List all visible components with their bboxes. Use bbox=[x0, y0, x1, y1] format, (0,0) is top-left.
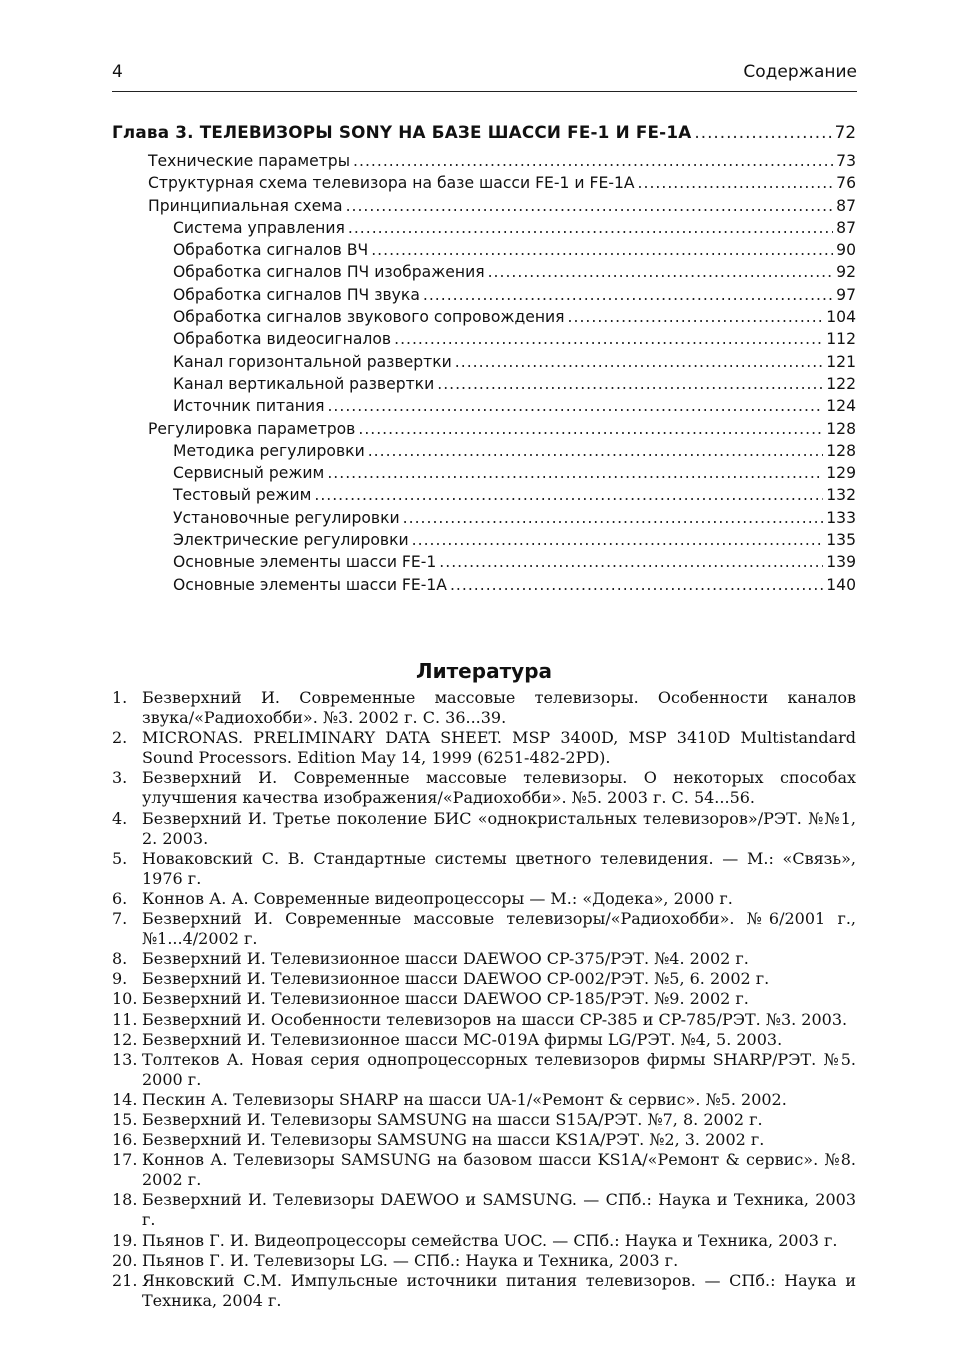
toc-leader-dots bbox=[568, 306, 824, 328]
toc-entry bbox=[112, 507, 856, 529]
reference-number: 12. bbox=[112, 1029, 138, 1049]
reference-text: Безверхний И. Телевизионное шасси DAEWOO CP-002/РЭТ. №5, 6. 2002 г. bbox=[142, 969, 770, 989]
reference-text: Безверхний И. Особенности телевизоров на шасси CP-385 и CP-785/РЭТ. №3. 2003. bbox=[142, 1009, 848, 1029]
reference-text: Коннов А. А. Современные видеопроцессоры — М.: «Додека», 2000 г. bbox=[142, 888, 733, 908]
toc-entry-title: Обработка сигналов ПЧ звука bbox=[173, 285, 420, 304]
reference-list bbox=[112, 688, 856, 1311]
toc-entry bbox=[112, 440, 856, 462]
reference-text: Безверхний И. Современные массовые телевизоры/«Радиохобби». №6/2001 г., №1...4/2002 г. bbox=[142, 909, 856, 949]
reference-text: Толтеков А. Новая серия однопроцессорных телевизоров фирмы SHARP/РЭТ. №5. 2000 г. bbox=[142, 1049, 856, 1089]
reference-number: 11. bbox=[112, 1009, 138, 1029]
toc-leader-dots bbox=[412, 529, 824, 551]
literature-heading: Литература bbox=[415, 659, 553, 683]
toc-entry-title: Технические параметры bbox=[148, 152, 351, 170]
header-rule bbox=[112, 91, 857, 92]
toc-entry-title: Обработка сигналов ПЧ изображения bbox=[173, 263, 485, 282]
reference-item bbox=[112, 1110, 856, 1130]
reference-item bbox=[112, 1231, 856, 1251]
toc-entry-title: Канал вертикальной развертки bbox=[173, 374, 435, 393]
reference-text: Безверхний И. Телевизоры SAMSUNG на шасси S15A/РЭТ. №7, 8. 2002 г. bbox=[142, 1109, 763, 1129]
reference-number: 10. bbox=[112, 989, 138, 1009]
toc-entry-page: 73 bbox=[836, 152, 856, 170]
toc-entry bbox=[112, 172, 856, 194]
toc-leader-dots bbox=[394, 328, 823, 350]
reference-number: 15. bbox=[112, 1109, 138, 1129]
toc-leader-dots bbox=[346, 195, 834, 217]
toc-leader-dots bbox=[348, 217, 833, 239]
toc-entry-page: 129 bbox=[826, 464, 856, 483]
reference-number: 9. bbox=[112, 969, 128, 989]
toc-leader-dots bbox=[450, 574, 823, 596]
reference-item bbox=[112, 1090, 856, 1110]
toc-entry-title: Обработка сигналов звукового сопровождения bbox=[173, 308, 565, 327]
toc-entry-page: 97 bbox=[836, 285, 856, 304]
toc-entry bbox=[112, 217, 856, 239]
reference-item bbox=[112, 989, 856, 1009]
toc-entry-page: 76 bbox=[836, 174, 856, 193]
toc-leader-dots bbox=[371, 239, 833, 261]
toc-leader-dots bbox=[638, 172, 834, 194]
toc-entry-page: 133 bbox=[826, 508, 856, 527]
reference-number: 17. bbox=[112, 1150, 138, 1170]
toc-chapter-entry bbox=[112, 118, 856, 146]
toc-entry-page: 72 bbox=[834, 122, 856, 142]
reference-number: 6. bbox=[112, 888, 128, 908]
reference-item bbox=[112, 1130, 856, 1150]
toc-leader-dots bbox=[327, 462, 823, 484]
toc-entry-page: 87 bbox=[836, 196, 856, 215]
reference-text: Пьянов Г. И. Видеопроцессоры семейства UOC. — СПб.: Наука и Техника, 2003 г. bbox=[142, 1230, 838, 1250]
toc-entry-title: Методика регулировки bbox=[173, 441, 365, 460]
toc-leader-dots bbox=[368, 440, 824, 462]
reference-item bbox=[112, 1030, 856, 1050]
toc-entry-page: 140 bbox=[826, 575, 856, 594]
reference-text: Безверхний И. Третье поколение БИС «однокристальных телевизоров»/РЭТ. №№1, 2. 2003. bbox=[142, 808, 856, 848]
toc-entry-page: 135 bbox=[826, 531, 856, 550]
reference-text: Безверхний И. Современные массовые телевизоры. О некоторых способах улучшения качества изображения/«Радиохобби». №5. 2003 г. С. 54...56. bbox=[142, 768, 856, 808]
toc-leader-dots bbox=[327, 395, 823, 417]
toc-entry bbox=[112, 574, 856, 596]
reference-item bbox=[112, 728, 856, 768]
toc-leader-dots bbox=[439, 551, 823, 573]
reference-item bbox=[112, 1050, 856, 1090]
reference-text: Безверхний И. Телевизионное шасси DAEWOO CP-185/РЭТ. №9. 2002 г. bbox=[142, 989, 749, 1009]
reference-number: 5. bbox=[112, 848, 128, 868]
reference-item bbox=[112, 1150, 856, 1190]
reference-text: Янковский С.М. Импульсные источники питания телевизоров. — СПб.: Наука и Техника, 2004 г. bbox=[142, 1270, 856, 1310]
reference-number: 14. bbox=[112, 1089, 138, 1109]
toc-entry-page: 92 bbox=[836, 263, 856, 282]
reference-item bbox=[112, 969, 856, 989]
toc-entry bbox=[112, 328, 856, 350]
reference-number: 19. bbox=[112, 1230, 138, 1250]
table-of-contents bbox=[112, 118, 856, 596]
reference-item bbox=[112, 688, 856, 728]
toc-entry-title: Установочные регулировки bbox=[173, 508, 400, 527]
toc-entry-page: 124 bbox=[826, 397, 856, 416]
toc-entry-page: 122 bbox=[826, 374, 856, 393]
section-title: Содержание bbox=[743, 62, 857, 82]
reference-number: 4. bbox=[112, 808, 128, 828]
toc-entry-title: Регулировка параметров bbox=[148, 419, 356, 438]
toc-entry-page: 139 bbox=[826, 553, 856, 572]
reference-item bbox=[112, 889, 856, 909]
toc-leader-dots bbox=[694, 118, 831, 146]
running-head bbox=[112, 62, 857, 86]
toc-entry-title: Источник питания bbox=[173, 397, 325, 416]
reference-number: 21. bbox=[112, 1270, 138, 1290]
reference-text: Пескин А. Телевизоры SHARP на шасси UA-1/«Ремонт & сервис». №5. 2002. bbox=[142, 1089, 787, 1109]
reference-item bbox=[112, 909, 856, 949]
toc-entry bbox=[112, 195, 856, 217]
toc-leader-dots bbox=[403, 507, 824, 529]
toc-entry-title: Электрические регулировки bbox=[173, 531, 409, 550]
toc-entry-title: Система управления bbox=[173, 218, 345, 237]
toc-entry bbox=[112, 261, 856, 283]
reference-item bbox=[112, 949, 856, 969]
reference-text: Безверхний И. Телевизионное шасси DAEWOO CP-375/РЭТ. №4. 2002 г. bbox=[142, 949, 749, 969]
toc-entry-title: Принципиальная схема bbox=[148, 196, 343, 215]
reference-item bbox=[112, 1190, 856, 1230]
toc-entry-page: 87 bbox=[836, 218, 856, 237]
toc-entry-page: 132 bbox=[826, 486, 856, 505]
toc-entry bbox=[112, 306, 856, 328]
reference-number: 8. bbox=[112, 949, 128, 969]
reference-text: MICRONAS. PRELIMINARY DATA SHEET. MSP 3400D, MSP 3410D Multistandard Sound Processors. Edition May 14, 1999 (6251-482-2PD). bbox=[142, 728, 856, 768]
reference-number: 20. bbox=[112, 1250, 138, 1270]
toc-entry bbox=[112, 284, 856, 306]
toc-entry bbox=[112, 239, 856, 261]
toc-entry-title: Структурная схема телевизора на базе шасси FE-1 и FE-1A bbox=[148, 174, 635, 193]
toc-leader-dots bbox=[314, 484, 823, 506]
reference-text: Безверхний И. Телевизоры SAMSUNG на шасси KS1A/РЭТ. №2, 3. 2002 г. bbox=[142, 1130, 765, 1150]
reference-item bbox=[112, 809, 856, 849]
toc-entry bbox=[112, 150, 856, 172]
toc-entry bbox=[112, 373, 856, 395]
toc-leader-dots bbox=[437, 373, 823, 395]
toc-entry-page: 128 bbox=[826, 419, 856, 438]
reference-text: Безверхний И. Телевизионное шасси MC-019A фирмы LG/РЭТ. №4, 5. 2003. bbox=[142, 1029, 783, 1049]
toc-leader-dots bbox=[423, 284, 833, 306]
toc-entry-page: 121 bbox=[826, 352, 856, 371]
toc-entry-page: 90 bbox=[836, 241, 856, 260]
toc-entry-title: Основные элементы шасси FE-1A bbox=[173, 575, 447, 594]
toc-entry-title: Обработка видеосигналов bbox=[173, 330, 392, 349]
reference-number: 2. bbox=[112, 728, 128, 748]
toc-entry bbox=[112, 395, 856, 417]
toc-entry bbox=[112, 351, 856, 373]
reference-item bbox=[112, 849, 856, 889]
toc-entry bbox=[112, 529, 856, 551]
toc-entry-title: Глава 3. ТЕЛЕВИЗОРЫ SONY НА БАЗЕ ШАССИ FE-1 И FE-1A bbox=[112, 122, 692, 142]
toc-entry-title: Сервисный режим bbox=[173, 464, 325, 483]
toc-entry-title: Основные элементы шасси FE-1 bbox=[173, 553, 437, 572]
toc-entry-title: Тестовый режим bbox=[173, 486, 312, 505]
reference-number: 7. bbox=[112, 909, 128, 929]
reference-item bbox=[112, 1010, 856, 1030]
toc-entry bbox=[112, 551, 856, 573]
reference-number: 13. bbox=[112, 1049, 138, 1069]
toc-leader-dots bbox=[488, 261, 834, 283]
toc-entry bbox=[112, 418, 856, 440]
reference-text: Безверхний И. Современные массовые телевизоры. Особенности каналов звука/«Радиохобби». №3. 2002 г. С. 36...39. bbox=[142, 688, 856, 728]
reference-number: 1. bbox=[112, 688, 128, 707]
toc-leader-dots bbox=[455, 351, 823, 373]
reference-text: Новаковский С. В. Стандартные системы цветного телевидения. — М.: «Связь», 1976 г. bbox=[142, 848, 856, 888]
reference-text: Коннов А. Телевизоры SAMSUNG на базовом шасси KS1A/«Ремонт & сервис». №8. 2002 г. bbox=[142, 1150, 856, 1190]
page-number: 4 bbox=[112, 62, 123, 82]
reference-item bbox=[112, 768, 856, 808]
toc-entry-page: 112 bbox=[826, 330, 856, 349]
reference-item bbox=[112, 1271, 856, 1311]
reference-text: Безверхний И. Телевизоры DAEWOO и SAMSUNG. — СПб.: Наука и Техника, 2003 г. bbox=[142, 1190, 856, 1230]
reference-number: 3. bbox=[112, 768, 128, 788]
toc-leader-dots bbox=[358, 418, 823, 440]
toc-entry bbox=[112, 484, 856, 506]
reference-text: Пьянов Г. И. Телевизоры LG. — СПб.: Наука и Техника, 2003 г. bbox=[142, 1250, 679, 1270]
toc-entry-title: Обработка сигналов ВЧ bbox=[173, 241, 369, 260]
toc-entry bbox=[112, 462, 856, 484]
toc-leader-dots bbox=[353, 150, 833, 172]
toc-entry-page: 104 bbox=[826, 308, 856, 327]
toc-entry-title: Канал горизонтальной развертки bbox=[173, 352, 452, 371]
reference-number: 18. bbox=[112, 1190, 138, 1210]
toc-entry-page: 128 bbox=[826, 441, 856, 460]
reference-number: 16. bbox=[112, 1130, 138, 1150]
reference-item bbox=[112, 1251, 856, 1271]
